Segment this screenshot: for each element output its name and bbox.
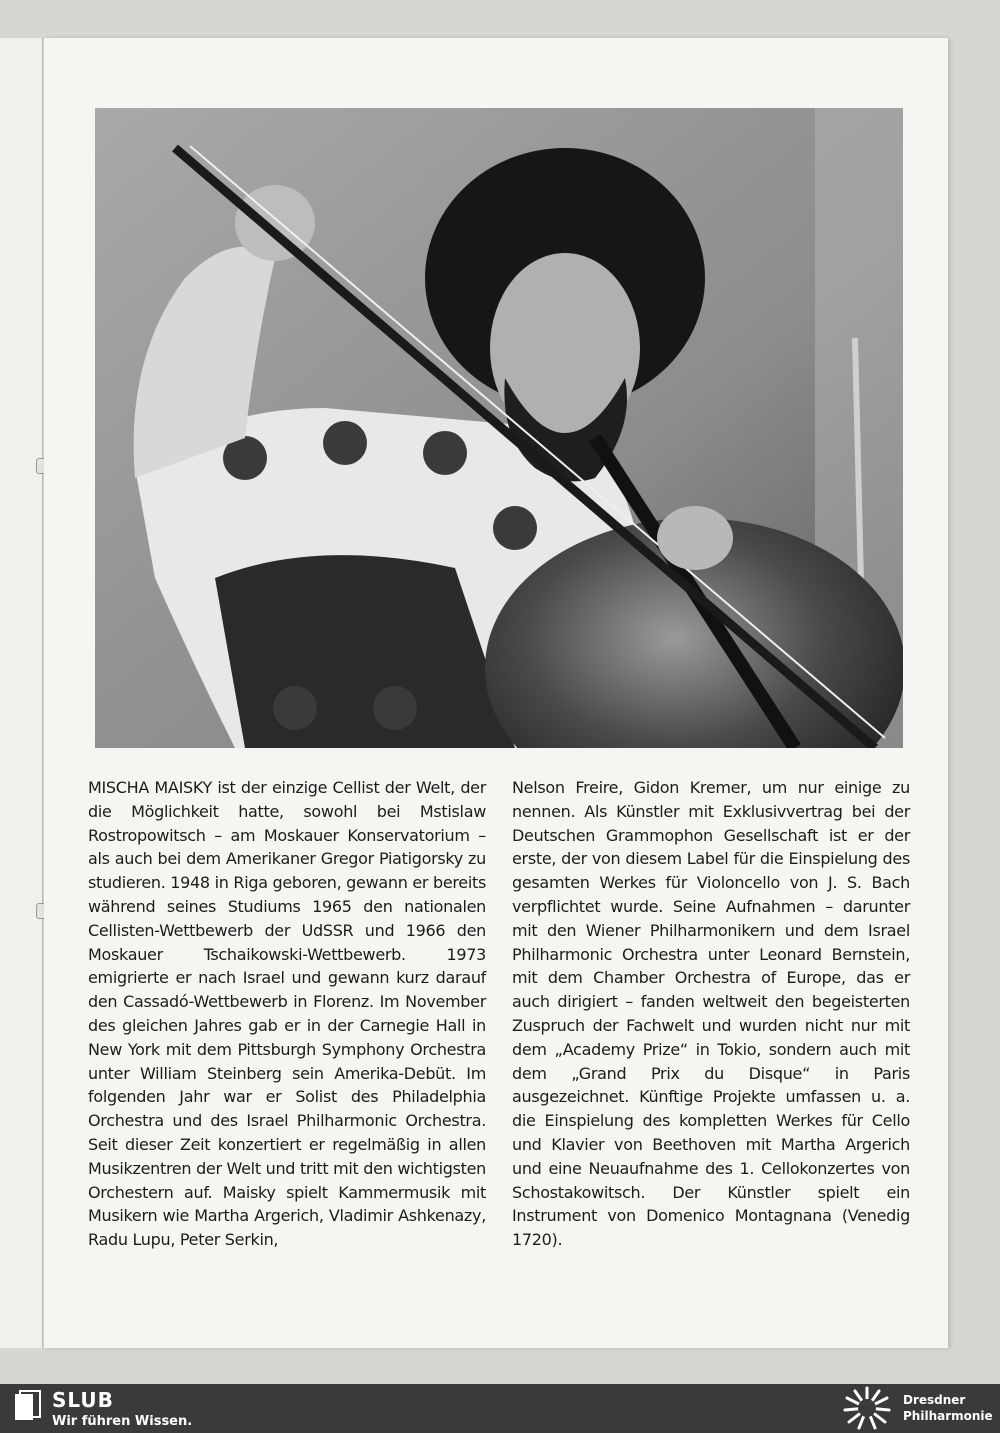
article-paragraph-right: Nelson Freire, Gidon Kremer, um nur einige zu nennen. Als Künstler mit Exklusivvertrag bei der Deutschen Grammophon Gesellschaft ist er der erste, der von diesem Label für die Einspielung des gesamten Werkes für Violoncello von J. S. Bach verpflichtet wurde. Seine Aufnahmen – darunter mit den Wiener Philharmonikern und dem Israel Philharmonic Orchestra unter Leonard Bernstein, mit dem Chamber Orchestra of Europe, das er auch dirigiert – fanden weltweit den begeisterten Zuspruch der Fachwelt und wurden nicht nur mit dem „Academy Prize“ in Tokio, sondern auch mit dem „Grand Prix du Disque“ in Paris ausgezeichnet. Künftige Projekte umfassen u. a. die Einspielung des kompletten Werkes für Cello und Klavier von Beethoven mit Martha Argerich und eine Neuaufnahme des 1. Cellokonzertes von Schostakowitsch. Der Künstler spielt ein Instrument von Domenico Montagnana (Venedig 1720). [512,778,910,1250]
article-column-right [512,776,910,1252]
slub-logo-name[interactable]: SLUB [52,1388,114,1412]
dresdner-philharmonie-logo-line2[interactable]: Philharmonie [903,1409,993,1423]
previous-page-edge [0,38,43,1348]
cellist-illustration [95,108,903,748]
cellist-photo [95,108,903,748]
article-body [88,776,910,1252]
program-page [44,38,948,1348]
slub-logo-claim[interactable]: Wir führen Wissen. [52,1414,193,1429]
article-paragraph-left: MISCHA MAISKY ist der einzige Cellist der Welt, der die Möglichkeit hatte, sowohl bei Mstislaw Rostropowitsch – am Moskauer Konservatorium – als auch bei dem Amerikaner Gregor Piatigorsky zu studieren. 1948 in Riga geboren, gewann er bereits während seines Studiums 1965 den nationalen Cellisten-Wettbewerb der UdSSR und 1966 den Moskauer Tschaikowski-Wettbewerb. 1973 emigrierte er nach Israel und gewann kurz darauf den Cassadó-Wettbewerb in Florenz. Im November des gleichen Jahres gab er in der Carnegie Hall in New York mit dem Pittsburgh Symphony Orchestra unter William Steinberg sein Amerika-Debüt. Im folgenden Jahr war er Solist des Philadelphia Orchestra und des Israel Philharmonic Orchestra. Seit dieser Zeit konzertiert er regelmäßig in allen Musikzentren der Welt und tritt mit den wichtigsten Orchestern auf. Maisky spielt Kammermusik mit Musikern wie Martha Argerich, Vladimir Ashkenazy, Radu Lupu, Peter Serkin, [88,778,486,1250]
article-column-left [88,776,486,1252]
slub-book-icon[interactable] [14,1390,42,1424]
sunburst-icon[interactable] [842,1386,892,1430]
dresdner-philharmonie-logo-line1[interactable]: Dresdner [903,1393,966,1407]
